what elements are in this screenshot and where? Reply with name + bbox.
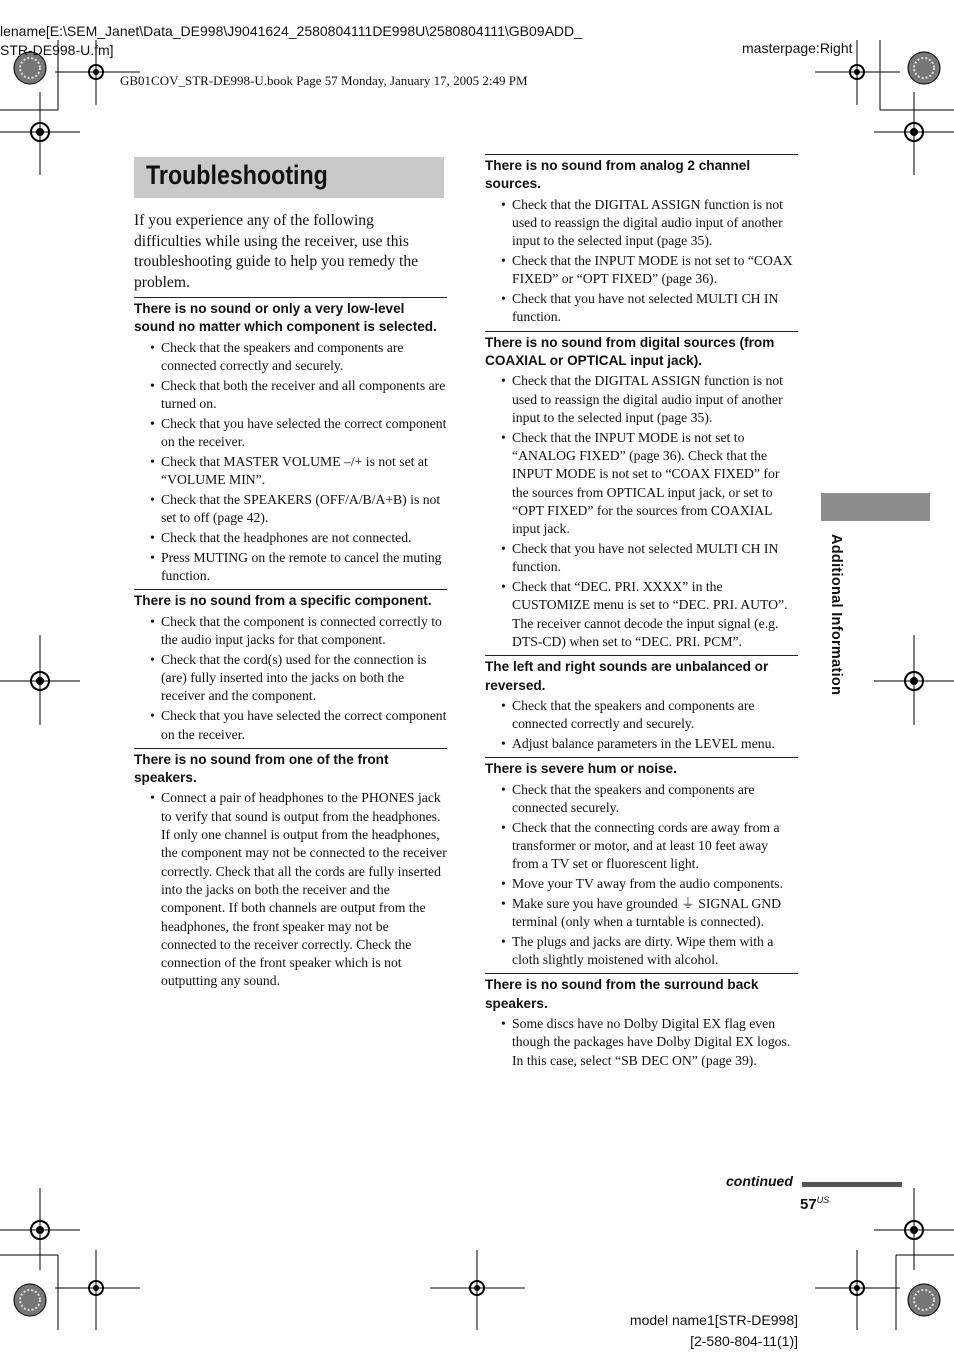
- section-heading: There is no sound from a specific component.: [134, 593, 432, 609]
- bullet-icon: •: [150, 491, 155, 507]
- list-item-text: Check that the INPUT MODE is not set to “ANALOG FIXED” (page 36). Check that the INPUT MODE is not set to “COAX FIXED” for the sources from OPTICAL input jack, or set to “OPT FIXED” for the sources from COAXIAL input jack.: [512, 429, 780, 537]
- bullet-icon: •: [150, 790, 155, 806]
- troubleshooting-section: [485, 331, 798, 652]
- list-item-text: Check that the headphones are not connected.: [161, 530, 412, 546]
- list-item: [485, 895, 798, 932]
- list-item-text: Check that the SPEAKERS (OFF/A/B/A+B) is not set to off (page 42).: [161, 491, 441, 526]
- list-item-text: Check that the speakers and components are connected securely.: [512, 781, 755, 815]
- bullet-icon: •: [501, 540, 506, 556]
- file-path-header: [0, 22, 582, 60]
- list-item: [485, 252, 798, 289]
- book-info-line: GB01COV_STR-DE998-U.book Page 57 Monday, January 17, 2005 2:49 PM: [120, 73, 528, 88]
- list-item: [485, 196, 798, 251]
- troubleshooting-section: [485, 154, 798, 327]
- list-item: [485, 372, 798, 427]
- bullet-icon: •: [150, 415, 155, 431]
- list-item: [485, 1015, 798, 1070]
- title-box: [134, 157, 444, 198]
- list-item: [485, 290, 798, 327]
- bullet-icon: •: [501, 196, 506, 212]
- list-item-text: Make sure you have grounded ⏚ SIGNAL GND terminal (only when a turntable is connected).: [512, 895, 782, 930]
- side-tab-label: Additional Information: [828, 534, 844, 696]
- bullet-list: [134, 339, 447, 586]
- side-tab-marker: [821, 493, 930, 521]
- list-item-text: Check that both the receiver and all components are turned on.: [161, 377, 446, 411]
- bullet-icon: •: [501, 429, 506, 445]
- list-item: [134, 549, 447, 586]
- bullet-icon: •: [150, 651, 155, 667]
- section-heading: There is no sound from one of the front speakers.: [134, 751, 389, 786]
- list-item-text: Check that you have selected the correct component on the receiver.: [161, 415, 447, 450]
- bullet-icon: •: [501, 579, 506, 595]
- list-item: [485, 578, 798, 651]
- bullet-icon: •: [501, 252, 506, 268]
- list-item-text: Check that you have not selected MULTI CH IN function.: [512, 540, 779, 575]
- section-heading: There is no sound from the surround back speakers.: [485, 977, 759, 1011]
- list-item: [134, 707, 447, 744]
- list-item: [485, 819, 798, 874]
- list-item-text: Check that “DEC. PRI. XXXX” in the CUSTOMIZE menu is set to “DEC. PRI. AUTO”. The receiver cannot decode the input signal (e.g. DTS-CD) when set to “DEC. PRI. PCM”.: [512, 579, 788, 649]
- bullet-icon: •: [150, 453, 155, 469]
- bullet-icon: •: [501, 373, 506, 389]
- bullet-list: [485, 781, 798, 970]
- bullet-icon: •: [501, 735, 506, 751]
- list-item: [485, 875, 798, 893]
- model-line-2: [2-580-804-11(1)]: [690, 1333, 798, 1349]
- model-info: [560, 1310, 798, 1352]
- troubleshooting-section: [485, 757, 798, 969]
- list-item-text: Check that the DIGITAL ASSIGN function is not used to reassign the digital audio input of another input to the selected input (page 35).: [512, 373, 783, 425]
- list-item-text: Check that the speakers and components are connected correctly and securely.: [512, 697, 755, 732]
- bullet-icon: •: [150, 339, 155, 355]
- bullet-list: [134, 613, 447, 744]
- bullet-icon: •: [150, 377, 155, 393]
- list-item-text: Some discs have no Dolby Digital EX flag even though the packages have Dolby Digital EX logos. In this case, select “SB DEC ON” (page 39).: [512, 1016, 791, 1068]
- list-item: [134, 453, 447, 490]
- list-item-text: Connect a pair of headphones to the PHONES jack to verify that sound is output from the headphones. If only one channel is output from the headphones, the component may not be connected to the receiver correctly. Check that all the cords are fully inserted into the jacks on both the receiver and the component. If both channels are output from the headphones, the front speaker may not be connected to the receiver correctly. Check the connection of the front speaker which is not outputting any sound.: [161, 790, 447, 989]
- list-item: [485, 735, 798, 753]
- list-item-text: Press MUTING on the remote to cancel the muting function.: [161, 549, 442, 584]
- list-item-text: Check that the INPUT MODE is not set to “COAX FIXED” or “OPT FIXED” (page 36).: [512, 252, 793, 287]
- section-heading: There is no sound or only a very low-level sound no matter which component is selected.: [134, 301, 437, 335]
- continued-label: continued: [726, 1173, 793, 1189]
- bullet-icon: •: [501, 291, 506, 307]
- page-number-suffix: US: [816, 1195, 830, 1205]
- bullet-list: [134, 789, 447, 990]
- right-column: [485, 154, 798, 1074]
- section-heading: There is severe hum or noise.: [485, 761, 677, 777]
- list-item: [134, 529, 447, 547]
- list-item-text: Check that you have not selected MULTI CH IN function.: [512, 291, 779, 325]
- list-item-text: The plugs and jacks are dirty. Wipe them with a cloth slightly moistened with alcohol.: [512, 933, 774, 968]
- bullet-icon: •: [501, 1016, 506, 1032]
- list-item: [485, 933, 798, 970]
- bullet-icon: •: [501, 933, 506, 949]
- bullet-list: [485, 697, 798, 753]
- section-heading: There is no sound from analog 2 channel sources.: [485, 158, 751, 192]
- bullet-list: [485, 196, 798, 327]
- list-item-text: Move your TV away from the audio components.: [512, 875, 783, 891]
- bullet-icon: •: [150, 530, 155, 546]
- list-item: [134, 377, 447, 414]
- list-item-text: Check that the component is connected correctly to the audio input jacks for that component.: [161, 613, 442, 648]
- bullet-icon: •: [501, 819, 506, 835]
- file-path-line-1: lename[E:\SEM_Janet\Data_DE998\J9041624_2580804111DE998U\2580804111\GB09ADD_: [0, 23, 582, 39]
- bullet-icon: •: [150, 613, 155, 629]
- bullet-icon: •: [150, 549, 155, 565]
- list-item: [134, 789, 447, 990]
- intro-paragraph: If you experience any of the following difficulties while using the receiver, use this troubleshooting guide to help you remedy the problem.: [134, 212, 419, 292]
- masterpage-label: masterpage:Right: [742, 40, 853, 56]
- bullet-icon: •: [501, 895, 506, 911]
- bullet-icon: •: [150, 708, 155, 724]
- left-column: [134, 297, 447, 995]
- list-item: [485, 697, 798, 734]
- file-path-line-2: STR-DE998-U.fm]: [0, 42, 114, 58]
- list-item-text: Check that MASTER VOLUME –/+ is not set at “VOLUME MIN”.: [161, 453, 428, 488]
- list-item-text: Check that the DIGITAL ASSIGN function is not used to reassign the digital audio input of another input to the selected input (page 35).: [512, 196, 783, 249]
- section-heading: There is no sound from digital sources (from COAXIAL or OPTICAL input jack).: [485, 334, 775, 368]
- list-item-text: Check that the speakers and components are connected correctly and securely.: [161, 339, 404, 373]
- troubleshooting-section: [134, 297, 447, 585]
- continued-bar: [802, 1182, 902, 1187]
- page-title: Troubleshooting: [146, 160, 328, 190]
- list-item-text: Check that the connecting cords are away from a transformer or motor, and at least 10 feet away from a TV set or fluorescent light.: [512, 819, 780, 872]
- bullet-list: [485, 1015, 798, 1070]
- troubleshooting-section: [134, 748, 447, 991]
- section-heading: The left and right sounds are unbalanced or reversed.: [485, 659, 769, 693]
- list-item: [134, 415, 447, 452]
- list-item-text: Check that you have selected the correct component on the receiver.: [161, 708, 447, 742]
- list-item: [134, 651, 447, 706]
- bullet-list: [485, 372, 798, 651]
- troubleshooting-section: [485, 655, 798, 753]
- list-item: [134, 339, 447, 376]
- list-item-text: Adjust balance parameters in the LEVEL menu.: [512, 735, 775, 751]
- bullet-icon: •: [501, 875, 506, 891]
- troubleshooting-section: [134, 589, 447, 743]
- list-item: [485, 540, 798, 577]
- bullet-icon: •: [501, 781, 506, 797]
- list-item: [485, 429, 798, 539]
- list-item: [485, 781, 798, 818]
- page-number-value: 57: [800, 1196, 817, 1213]
- troubleshooting-section: [485, 973, 798, 1069]
- page-number: [800, 1195, 829, 1213]
- list-item-text: Check that the cord(s) used for the connection is (are) fully inserted into the jacks on both the receiver and the component.: [161, 651, 427, 704]
- model-line-1: model name1[STR-DE998]: [629, 1312, 798, 1328]
- bullet-icon: •: [501, 697, 506, 713]
- list-item: [134, 491, 447, 528]
- list-item: [134, 613, 447, 650]
